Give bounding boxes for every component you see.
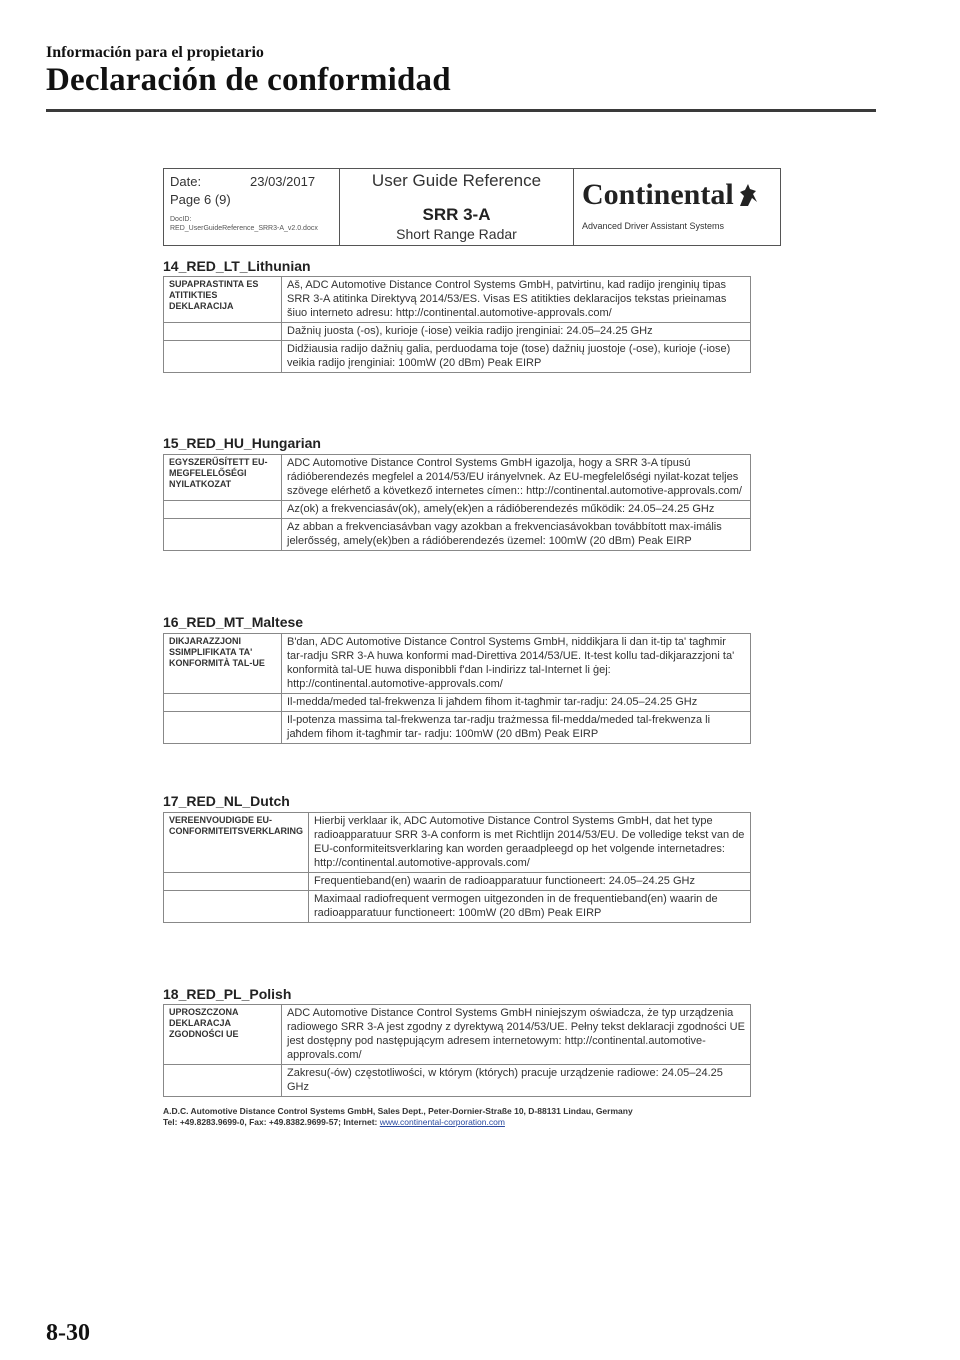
section-label: Información para el propietario xyxy=(46,44,264,61)
declaration-text: ADC Automotive Distance Control Systems GmbH igazolja, hogy a SRR 3-A típusú rádióberendezés megfelel a 2014/53/EU irányelvnek. Az EU-megfelelőségi nyilat-kozat teljes szövege elérhető a következő internetes címen:: http://continental.automotive-approvals.com/ xyxy=(282,455,751,501)
table-row xyxy=(164,501,751,519)
product-subtitle: Short Range Radar xyxy=(396,226,517,242)
section-heading-nl: 17_RED_NL_Dutch xyxy=(163,793,290,809)
brand-logo xyxy=(582,179,772,211)
company-website-link[interactable]: www.continental-corporation.com xyxy=(379,1117,505,1127)
header-brand xyxy=(574,169,780,245)
table-row xyxy=(164,1065,751,1097)
max-power: Il-potenza massima tal-frekwenza tar-radju trażmessa fil-medda/meded tal-frekwenza li jaħdem fihom it-tagħmir tar- radju: 100mW (20 dBm) Peak EIRP xyxy=(282,712,751,744)
table-row xyxy=(164,519,751,551)
date-label: Date: xyxy=(170,174,202,189)
frequency-band: Az(ok) a frekvenciasáv(ok), amely(ek)en a rádióberendezés működik: 24.05–24.25 GHz xyxy=(282,501,751,519)
table-row xyxy=(164,634,751,694)
table-row xyxy=(164,712,751,744)
max-power: Az abban a frekvenciasávban vagy azokban a frekvenciasávokban továbbított max-imális jelerősség, amely(ek)ben a rádióberendezés üzemel: 100mW (20 dBm) Peak EIRP xyxy=(282,519,751,551)
product-name: SRR 3-A xyxy=(422,205,491,224)
section-heading-lt: 14_RED_LT_Lithunian xyxy=(163,258,311,274)
table-row xyxy=(164,694,751,712)
declaration-label: DIKJARAZZJONI SSIMPLIFIKATA TA' KONFORMITÀ TAL-UE xyxy=(164,634,282,694)
table-row xyxy=(164,873,751,891)
section-heading-mt: 16_RED_MT_Maltese xyxy=(163,614,304,630)
declaration-text: Hierbij verklaar ik, ADC Automotive Distance Control Systems GmbH, dat het type radioapparatuur SRR 3-A conform is met Richtlijn 2014/53/EU. De volledige tekst van de EU-conformiteitsverklaring kan worden geraadpleegd op het volgende internetadres: http://continental.automotive-approvals.com/ xyxy=(308,813,750,873)
guide-title: User Guide Reference xyxy=(371,171,542,190)
company-address: A.D.C. Automotive Distance Control Systems GmbH, Sales Dept., Peter-Dornier-Straße 10, D-88131 Lindau, Germany xyxy=(163,1106,633,1116)
frequency-band: Frequentieband(en) waarin de radioapparatuur functioneert: 24.05–24.25 GHz xyxy=(308,873,750,891)
page-title: Declaración de conformidad xyxy=(46,62,451,98)
frequency-band: Dažnių juosta (-os), kurioje (-iose) veikia radijo įrenginiai: 24.05–24.25 GHz xyxy=(282,323,751,341)
page-indicator: Page 6 (9) xyxy=(170,192,231,207)
declaration-table-mt xyxy=(163,633,751,744)
company-footer xyxy=(163,1106,633,1128)
table-row xyxy=(164,1005,751,1065)
section-heading-pl: 18_RED_PL_Polish xyxy=(163,986,292,1002)
frequency-band: Il-medda/meded tal-frekwenza li jaħdem fihom it-tagħmir tar-radju: 24.05–24.25 GHz xyxy=(282,694,751,712)
horse-icon xyxy=(736,182,760,208)
declaration-label: UPROSZCZONA DEKLARACJA ZGODNOŚCI UE xyxy=(164,1005,282,1065)
section-heading-hu: 15_RED_HU_Hungarian xyxy=(163,435,321,451)
date-value: 23/03/2017 xyxy=(250,174,316,189)
declaration-label: EGYSZERŰSÍTETT EU-MEGFELELŐSÉGI NYILATKOZAT xyxy=(164,455,282,501)
header-meta xyxy=(164,169,340,245)
declaration-label: VEREENVOUDIGDE EU-CONFORMITEITSVERKLARING xyxy=(164,813,309,873)
title-rule xyxy=(46,109,876,112)
docid-value: RED_UserGuideReference_SRR3-A_v2.0.docx xyxy=(170,225,318,232)
max-power: Maximaal radiofrequent vermogen uitgezonden in de frequentieband(en) waarin de radioapparatuur functioneert: 100mW (20 dBm) Peak EIRP xyxy=(308,891,750,923)
declaration-table-hu xyxy=(163,454,751,551)
table-row xyxy=(164,341,751,373)
declaration-table-lt xyxy=(163,276,751,373)
page-number: 8-30 xyxy=(46,1320,90,1346)
declaration-text: B'dan, ADC Automotive Distance Control Systems GmbH, niddikjara li dan it-tip ta' tagħmir tar-radju SRR 3-A huwa konformi mad-Direttiva 2014/53/UE. It-test kollu tad-dikjarazzjoni ta' konformità tal-UE huwa disponibbli f'dan l-indirizz tal-Internet li ġej: http://continental.automotive-approvals.com/ xyxy=(282,634,751,694)
header-product xyxy=(340,169,574,245)
declaration-table-pl xyxy=(163,1004,751,1097)
table-row xyxy=(164,813,751,873)
docid-label: DocID: xyxy=(170,216,192,223)
declaration-text: Aš, ADC Automotive Distance Control Systems GmbH, patvirtinu, kad radijo įrenginių tipas SRR 3-A atitinka Direktyvą 2014/53/ES. Visas ES atitikties deklaracijos tekstas prieinamas šiuo interneto adresu: http://continental.automotive-approvals.com/ xyxy=(282,277,751,323)
brand-name: Continental xyxy=(582,178,734,211)
table-row xyxy=(164,455,751,501)
company-contact: Tel: +49.8283.9699-0, Fax: +49.8382.9699-57; Internet: xyxy=(163,1117,380,1127)
brand-tagline: Advanced Driver Assistant Systems xyxy=(582,221,725,231)
declaration-table-nl xyxy=(163,812,751,923)
table-row xyxy=(164,277,751,323)
max-power: Didžiausia radijo dažnių galia, perduodama toje (tose) dažnių juostoje (-ose), kurioje (-iose) veikia radijo įrenginiai: 100mW (20 dBm) Peak EIRP xyxy=(282,341,751,373)
document-header xyxy=(163,168,781,246)
declaration-text: ADC Automotive Distance Control Systems GmbH niniejszym oświadcza, że typ urządzenia radiowego SRR 3-A jest zgodny z dyrektywą 2014/53/UE. Pełny tekst deklaracji zgodności UE jest dostępny pod następującym adresem internetowym: http://continental.automotive-approvals.com/ xyxy=(282,1005,751,1065)
table-row xyxy=(164,323,751,341)
declaration-label: SUPAPRASTINTA ES ATITIKTIES DEKLARACIJA xyxy=(164,277,282,323)
frequency-band: Zakresu(-ów) częstotliwości, w którym (których) pracuje urządzenie radiowe: 24.05–24.25 GHz xyxy=(282,1065,751,1097)
table-row xyxy=(164,891,751,923)
